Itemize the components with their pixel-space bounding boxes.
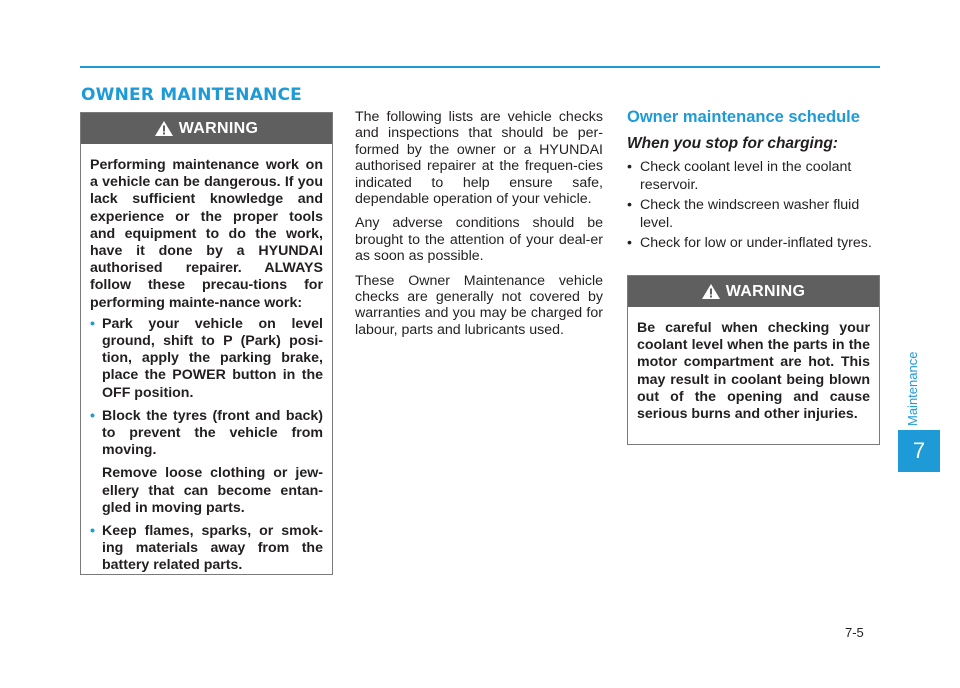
warning-header	[81, 113, 332, 144]
warning-bullet-text: Park your vehicle on level ground, shift to P (Park) posi-tion, apply the parking brake, place the POWER button in the OFF position.	[102, 315, 323, 401]
warning-triangle-icon	[702, 284, 720, 299]
body-paragraph: Any adverse conditions should be brought to the attention of your deal-er as soon as possible.	[355, 215, 603, 265]
warning-triangle-icon	[155, 121, 173, 136]
warning-text: Be careful when checking your coolant level when the parts in the motor compartment are hot. This may result in coolant being blown out of the opening and cause serious burns and other injuries.	[637, 320, 870, 423]
warning-box-left	[80, 112, 333, 575]
schedule-column	[627, 108, 879, 256]
warning-header	[628, 276, 879, 307]
warning-bullet-list	[90, 316, 323, 575]
schedule-heading: When you stop for charging:	[627, 135, 838, 152]
warning-body	[81, 144, 332, 591]
chapter-number: 7	[912, 438, 926, 463]
schedule-item-text: Check for low or under-inflated tyres.	[640, 235, 872, 252]
warning-bullet	[90, 408, 323, 517]
bullet-dot: •	[90, 523, 95, 540]
section-title: OWNER MAINTENANCE	[81, 85, 302, 105]
warning-bullet	[90, 523, 323, 575]
warning-bullet-text: Keep flames, sparks, or smok-ing materials away from the battery related parts.	[102, 523, 323, 574]
warning-box-right	[627, 275, 880, 445]
page-number: 7-5	[845, 625, 864, 640]
bullet-dot: •	[627, 235, 632, 252]
bullet-dot: •	[627, 197, 632, 214]
warning-bullet-text: Block the tyres (front and back) to prevent the vehicle from moving.	[102, 407, 323, 459]
schedule-item	[627, 159, 879, 194]
middle-column	[355, 109, 603, 346]
bullet-dot: •	[90, 315, 95, 332]
warning-header-label: WARNING	[725, 282, 806, 300]
chapter-side-label-text: Maintenance	[905, 351, 920, 426]
schedule-title: Owner maintenance schedule	[627, 108, 860, 126]
top-rule	[80, 66, 880, 68]
chapter-tab	[898, 430, 940, 472]
schedule-item	[627, 197, 879, 232]
warning-header-label: WARNING	[178, 119, 259, 137]
warning-bullet	[90, 316, 323, 402]
schedule-item	[627, 235, 879, 253]
schedule-item-text: Check coolant level in the coolant reservoir.	[640, 159, 852, 193]
schedule-item-text: Check the windscreen washer fluid level.	[640, 197, 860, 231]
warning-body	[628, 307, 879, 433]
warning-bullet-extra: Remove loose clothing or jew-ellery that can become entan-gled in moving parts.	[102, 465, 323, 516]
bullet-dot: •	[90, 407, 95, 424]
bullet-dot: •	[627, 159, 632, 175]
body-paragraph: These Owner Maintenance vehicle checks are generally not covered by warranties and you may be charged for labour, parts and lubricants used.	[355, 272, 603, 338]
schedule-list	[627, 159, 879, 253]
body-paragraph: The following lists are vehicle checks and inspections that should be per-formed by the owner or a HYUNDAI authorised repairer at the frequen-cies indicated to help ensure safe, dependable operation of your vehicle.	[355, 109, 603, 208]
warning-intro: Performing maintenance work on a vehicle can be dangerous. If you lack sufficient knowledge and experience or the proper tools and equipment to do the work, have it done by a HYUNDAI authorised repairer. ALWAYS follow these precau-tions for performing mainte-nance work:	[90, 157, 323, 311]
